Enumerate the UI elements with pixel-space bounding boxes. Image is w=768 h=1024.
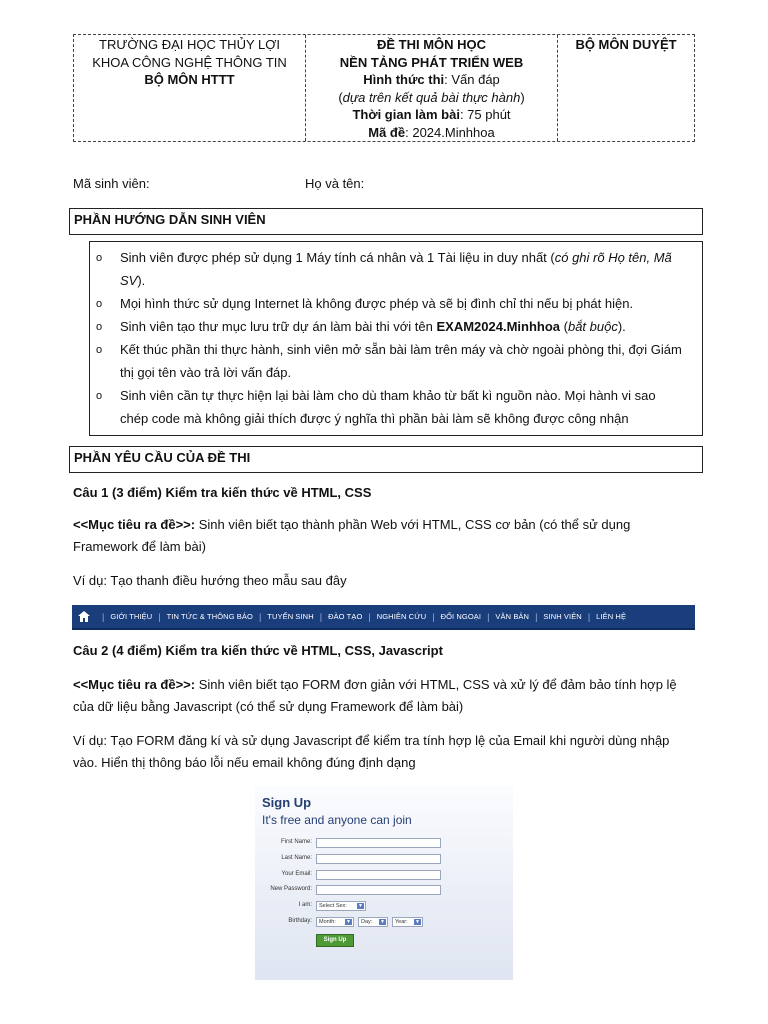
day-select[interactable]: Day: ▼ <box>358 917 388 927</box>
password-label: New Password: <box>270 886 312 892</box>
bullet-icon: o <box>96 298 103 310</box>
question-2-example: Ví dụ: Tạo FORM đăng kí và sử dụng Javascript để kiểm tra tính hợp lệ của Email khi người dùng nhập vào. Hiển thị thông báo lỗi nếu email không đúng định dạng <box>73 733 670 770</box>
sample-signup-form <box>255 786 513 980</box>
nav-separator: | <box>102 611 105 622</box>
last-name-label: Last Name: <box>281 855 312 861</box>
student-name-label: Họ và tên: <box>305 176 365 191</box>
question-1-title: Câu 1 (3 điểm) Kiểm tra kiến thức về HTML, CSS <box>73 485 372 500</box>
student-id-label: Mã sinh viên: <box>73 176 150 191</box>
email-field[interactable] <box>316 870 441 880</box>
exam-format-note: (dựa trên kết quả bài thực hành) <box>338 89 525 105</box>
subject-name: NỀN TẢNG PHÁT TRIỂN WEB <box>339 54 524 70</box>
faculty-name: KHOA CÔNG NGHỆ THÔNG TIN <box>92 54 287 70</box>
rule-item-3: Sinh viên tạo thư mục lưu trữ dự án làm bài thi với tên EXAM2024.Minhhoa (bắt buộc). <box>120 319 626 334</box>
nav-item-tuyen-sinh[interactable]: TUYỂN SINH <box>267 612 314 621</box>
approval-label: BỘ MÔN DUYỆT <box>575 37 677 52</box>
nav-separator: | <box>158 611 161 622</box>
department-name: BỘ MÔN HTTT <box>144 72 235 87</box>
nav-item-lien-he[interactable]: LIÊN HỆ <box>596 612 627 621</box>
password-field[interactable] <box>316 885 441 895</box>
exam-code: Mã đề: 2024.Minhhoa <box>368 124 495 140</box>
exam-info <box>306 35 558 141</box>
question-1-example: Ví dụ: Tạo thanh điều hướng theo mẫu sau đây <box>73 573 347 588</box>
question-1-goal: <<Mục tiêu ra đề>>: Sinh viên biết tạo thành phần Web với HTML, CSS cơ bản (có thể sử dụng Framework để làm bài) <box>73 517 631 554</box>
signup-title: Sign Up <box>262 795 312 810</box>
nav-separator: | <box>432 611 435 622</box>
rule-item-4: Kết thúc phần thi thực hành, sinh viên mở sẵn bài làm trên máy và chờ ngoài phòng thi, đợi Giám thị gọi tên vào trả lời vấn đáp. <box>120 342 682 380</box>
bullet-icon: o <box>96 344 103 356</box>
section-student-guide-title: PHẦN HƯỚNG DẪN SINH VIÊN <box>69 208 703 235</box>
nav-separator: | <box>368 611 371 622</box>
nav-item-van-ban[interactable]: VĂN BẢN <box>495 612 530 621</box>
nav-separator: | <box>487 611 490 622</box>
last-name-field[interactable] <box>316 854 441 864</box>
bullet-icon: o <box>96 321 103 333</box>
sample-navbar <box>72 605 695 630</box>
nav-item-gioi-thieu[interactable]: GIỚI THIỆU <box>110 612 153 621</box>
question-2-title: Câu 2 (4 điểm) Kiểm tra kiến thức về HTML, CSS, Javascript <box>73 643 443 658</box>
first-name-field[interactable] <box>316 838 441 848</box>
nav-item-tin-tuc[interactable]: TIN TỨC & THÔNG BÁO <box>166 612 253 621</box>
nav-item-nghien-cuu[interactable]: NGHIÊN CỨU <box>376 612 427 621</box>
exam-duration: Thời gian làm bài: 75 phút <box>352 107 511 122</box>
nav-item-dao-tao[interactable]: ĐÀO TẠO <box>328 612 363 621</box>
rule-item-2: Mọi hình thức sử dụng Internet là không được phép và sẽ bị đình chỉ thi nếu bị phát hiện. <box>120 296 634 311</box>
home-icon[interactable] <box>72 605 96 628</box>
nav-item-sinh-vien[interactable]: SINH VIÊN <box>543 612 582 621</box>
chevron-down-icon: ▼ <box>346 919 351 925</box>
birthday-label: Birthday: <box>288 918 312 924</box>
bullet-icon: o <box>96 390 103 402</box>
sex-label: I am: <box>298 902 312 908</box>
nav-separator: | <box>319 611 323 622</box>
nav-separator: | <box>535 611 538 622</box>
question-2-goal: <<Mục tiêu ra đề>>: Sinh viên biết tạo FORM đơn giản với HTML, CSS và xử lý để đảm bảo tính hợp lệ của dữ liệu bằng Javascript (có thể sử dụng Framework để làm bài) <box>73 677 677 714</box>
rule-item-1: Sinh viên được phép sử dụng 1 Máy tính cá nhân và 1 Tài liệu in duy nhất (có ghi rõ Họ tên, Mã SV). <box>120 250 672 288</box>
year-select[interactable]: Year: ▼ <box>392 917 423 927</box>
email-label: Your Email: <box>281 871 312 877</box>
nav-separator: | <box>587 611 591 622</box>
signup-subtitle: It's free and anyone can join <box>262 813 412 827</box>
nav-separator: | <box>258 611 262 622</box>
nav-item-doi-ngoai[interactable]: ĐỐI NGOẠI <box>440 612 482 621</box>
chevron-down-icon: ▼ <box>380 919 385 925</box>
section-exam-requirements-title: PHẦN YÊU CẦU CỦA ĐỀ THI <box>69 446 703 473</box>
rules-list <box>89 241 703 436</box>
chevron-down-icon: ▼ <box>358 903 363 909</box>
rule-item-5: Sinh viên cần tự thực hiện lại bài làm cho dù tham khảo từ bất kì nguồn nào. Mọi hành vi sao chép code mà không giải thích được ý nghĩa thì phần bài làm sẽ không được công nhận <box>120 388 656 426</box>
exam-format: Hình thức thi: Vấn đáp <box>363 72 500 87</box>
exam-header-table <box>73 34 695 142</box>
sex-select[interactable]: Select Sex: ▼ <box>316 901 366 911</box>
bullet-icon: o <box>96 252 103 264</box>
month-select[interactable]: Month: ▼ <box>316 917 354 927</box>
signup-button[interactable]: Sign Up <box>316 934 354 947</box>
school-info <box>74 35 306 141</box>
exam-title: ĐỀ THI MÔN HỌC <box>376 37 487 52</box>
approval-box <box>558 35 694 141</box>
first-name-label: First Name: <box>280 839 312 845</box>
chevron-down-icon: ▼ <box>415 919 420 925</box>
university-name: TRƯỜNG ĐẠI HỌC THỦY LỢI <box>99 37 280 52</box>
